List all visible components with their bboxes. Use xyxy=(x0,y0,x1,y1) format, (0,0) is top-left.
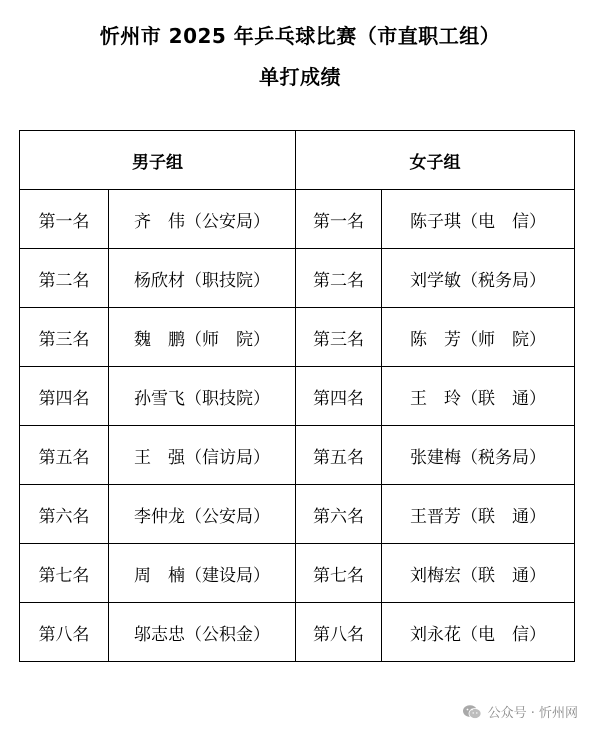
table-row xyxy=(20,249,575,308)
women-rank-cell: 第六名 xyxy=(296,485,382,544)
header-men-group: 男子组 xyxy=(20,131,296,190)
document-title: 忻州市 2025 年乒乓球比赛（市直职工组） xyxy=(99,24,501,48)
men-name-cell: 孙雪飞（职技院） xyxy=(109,367,296,426)
women-name-cell: 王晋芳（联 通） xyxy=(382,485,575,544)
women-name-cell: 张建梅（税务局） xyxy=(382,426,575,485)
table-row xyxy=(20,190,575,249)
table-row xyxy=(20,308,575,367)
women-name-cell: 刘梅宏（联 通） xyxy=(382,544,575,603)
men-rank-cell: 第七名 xyxy=(20,544,109,603)
header-women-group: 女子组 xyxy=(296,131,575,190)
men-name-cell: 邬志忠（公积金） xyxy=(109,603,296,662)
table-row xyxy=(20,485,575,544)
table-row xyxy=(20,603,575,662)
document-subtitle: 单打成绩 xyxy=(259,65,341,89)
men-name-cell: 王 强（信访局） xyxy=(109,426,296,485)
women-name-cell: 陈 芳（师 院） xyxy=(382,308,575,367)
women-rank-cell: 第二名 xyxy=(296,249,382,308)
women-rank-cell: 第五名 xyxy=(296,426,382,485)
women-name-cell: 刘永花（电 信） xyxy=(382,603,575,662)
table-row xyxy=(20,367,575,426)
men-rank-cell: 第八名 xyxy=(20,603,109,662)
results-table xyxy=(19,130,575,662)
table-row xyxy=(20,426,575,485)
men-rank-cell: 第三名 xyxy=(20,308,109,367)
women-rank-cell: 第三名 xyxy=(296,308,382,367)
men-rank-cell: 第一名 xyxy=(20,190,109,249)
wechat-icon xyxy=(462,704,482,720)
men-name-cell: 周 楠（建设局） xyxy=(109,544,296,603)
watermark xyxy=(462,702,578,721)
men-rank-cell: 第四名 xyxy=(20,367,109,426)
women-rank-cell: 第一名 xyxy=(296,190,382,249)
women-rank-cell: 第四名 xyxy=(296,367,382,426)
women-name-cell: 陈子琪（电 信） xyxy=(382,190,575,249)
watermark-text: 公众号 · 忻州网 xyxy=(487,706,578,721)
men-name-cell: 魏 鹏（师 院） xyxy=(109,308,296,367)
men-name-cell: 齐 伟（公安局） xyxy=(109,190,296,249)
men-rank-cell: 第六名 xyxy=(20,485,109,544)
men-rank-cell: 第五名 xyxy=(20,426,109,485)
women-name-cell: 刘学敏（税务局） xyxy=(382,249,575,308)
men-name-cell: 李仲龙（公安局） xyxy=(109,485,296,544)
women-name-cell: 王 玲（联 通） xyxy=(382,367,575,426)
women-rank-cell: 第七名 xyxy=(296,544,382,603)
women-rank-cell: 第八名 xyxy=(296,603,382,662)
table-header-row xyxy=(20,131,575,190)
table-row xyxy=(20,544,575,603)
men-name-cell: 杨欣材（职技院） xyxy=(109,249,296,308)
men-rank-cell: 第二名 xyxy=(20,249,109,308)
